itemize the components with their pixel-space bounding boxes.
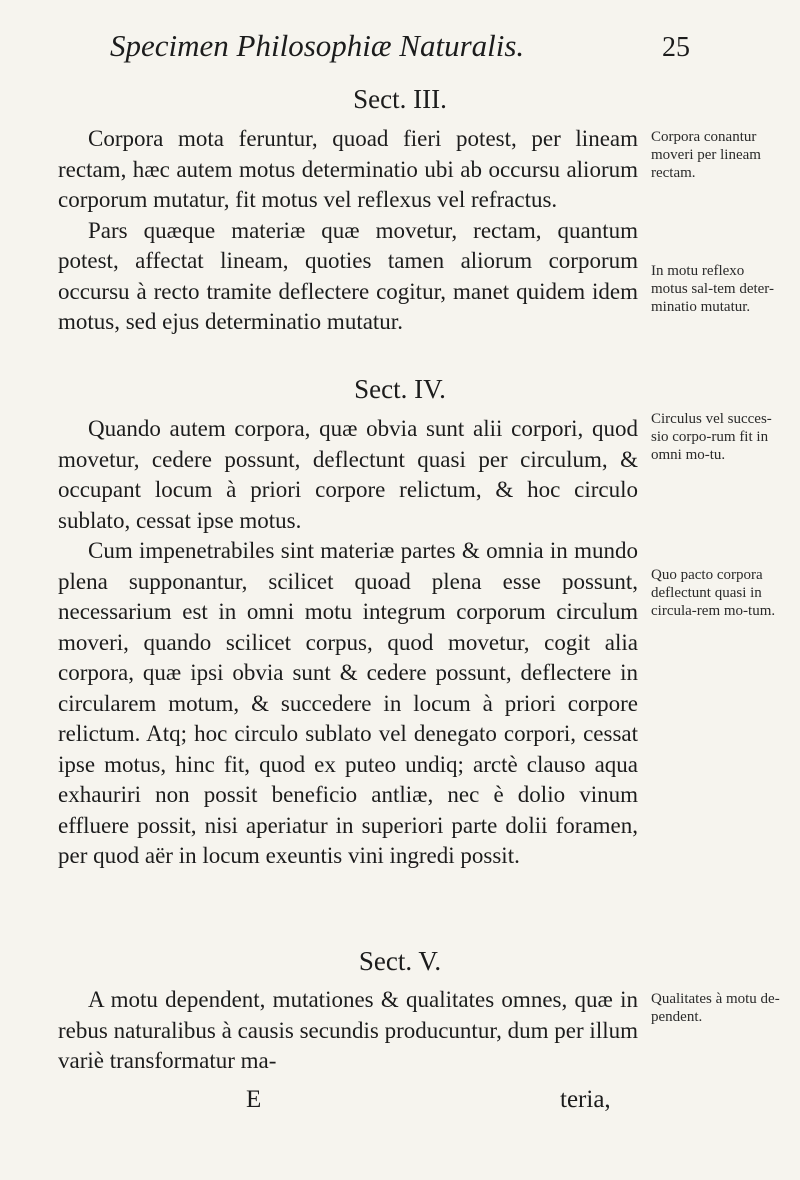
signature-mark: E bbox=[246, 1086, 262, 1113]
page-number: 25 bbox=[662, 32, 690, 63]
section-iii-body bbox=[58, 124, 638, 338]
section-v-body bbox=[58, 985, 638, 1077]
paragraph: A motu dependent, mutationes & qualitates omnes, quæ in rebus naturalibus à causis secundis producuntur, dum per illum variè transformatur ma- bbox=[58, 987, 638, 1073]
paragraph: Pars quæque materiæ quæ movetur, rectam, quantum potest, affectat lineam, quoties tamen aliorum corporum occursu à recto tramite deflectere cogitur, manet quidem idem motus, sed ejus determinatio mutatur. bbox=[58, 217, 638, 334]
margin-note: Qualitates à motu de-pendent. bbox=[651, 991, 780, 1025]
margin-note: Circulus vel succes-sio corpo-rum fit in omni mo-tu. bbox=[651, 411, 772, 463]
section-title-iv: Sect. IV. bbox=[354, 374, 446, 404]
running-title: Specimen Philosophiæ Naturalis. bbox=[110, 28, 525, 63]
paragraph: Corpora mota feruntur, quoad fieri potest, per lineam rectam, hæc autem motus determinatio ubi ab occursu aliorum corporum mutatur, fit motus vel reflexus vel refractus. bbox=[58, 126, 638, 212]
section-title-v: Sect. V. bbox=[358, 946, 442, 976]
paragraph: Quando autem corpora, quæ obvia sunt alii corpori, quod movetur, cedere possunt, deflectunt quasi per circulum, & occupant locum à priori corpore relictum, & hoc circulo sublato, cessat ipse motus. bbox=[58, 416, 638, 533]
paragraph: Cum impenetrabiles sint materiæ partes & omnia in mundo plena supponantur, scilicet quoad plena esse possunt, necessarium est in omni motu integrum corporum circulum moveri, quando scilicet corpus, quod movetur, cogit alia corpora, quæ ipsi obvia sunt & cedere possunt, deflectere in circularem motum, & succedere in locum à priori corpore relictum. Atq; hoc circulo sublato vel denegato corpori, cessat ipse motus, hinc fit, quod ex puteo undiq; arctè clauso aqua exhauriri non possit beneficio antliæ, nec è dolio vinum effluere possit, nisi aperiatur in superiori parte dolii foramen, per quod aër in locum exeuntis vini ingredi possit. bbox=[58, 538, 638, 868]
margin-note: Corpora conantur moveri per lineam rectam. bbox=[651, 129, 761, 181]
page-header bbox=[110, 28, 690, 64]
section-title-iii: Sect. III. bbox=[353, 84, 447, 114]
margin-note: In motu reflexo motus sal-tem deter-minatio mutatur. bbox=[651, 263, 774, 315]
margin-note: Quo pacto corpora deflectunt quasi in circula-rem mo-tum. bbox=[651, 567, 776, 619]
page-footer bbox=[0, 1086, 800, 1118]
catchword: teria, bbox=[560, 1086, 611, 1113]
section-iv-body bbox=[58, 414, 638, 872]
